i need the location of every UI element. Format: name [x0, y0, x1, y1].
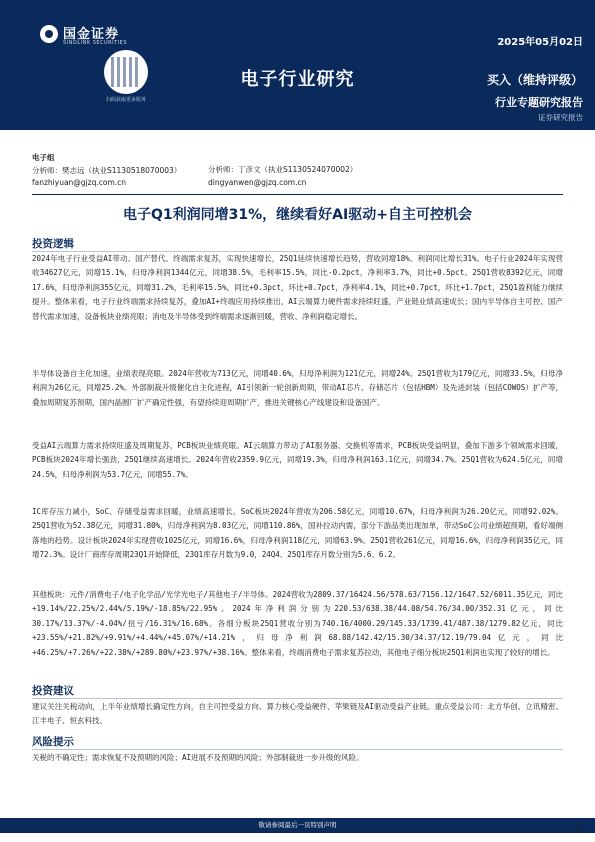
paragraph-overview: 2024年电子行业受益AI带动、国产替代、终端需求复苏，实现快速增长，25Q1延续快速增长趋势，营收同增18%、利润同比增长31%。电子行业2024年实现营收34627亿元，同增15.1%，归母净利润1344亿元，同增38.5%，毛利率15.5%，同比-0.2pct，净利率3.7%，同比+0.5pct。25Q1营收8392亿元，同增17.6%，归母净利润355亿元，同增31.2%，毛利率15.5%，同比+0.3pct，环比+0.7pct，净利率4.1%，同比+0.7pct，环比+1.7pct，25Q1盈利能力继续提升。整体来看，电子行业终端需求持续复苏，叠加AI+终端应用持续推出，AI云端算力硬件需求持续旺盛，产业链业绩高速成长；国内半导体自主可控、国产替代需求加速，设备板块业绩亮眼；消电及半导体受到终端需求逐渐回暖，营收、净利润稳定增长。 — [32, 254, 563, 321]
section-title-advice: 投资建议 — [32, 685, 74, 697]
divider — [32, 194, 563, 195]
report-date: 2025年05月02日 — [497, 37, 583, 48]
paragraph-pcb: 受益AI云端算力需求持续旺盛及周期复苏，PCB板块业绩亮眼。AI云端算力带动了AI服务器、交换机等需求，PCB板块受益明显，叠加下游多个领域需求回暖，PCB板块2024年增长强劲，25Q1继续高速增长。2024年营收2359.9亿元，同增19.3%，归母净利润163.1亿元，同增34.7%。25Q1营收为624.5亿元，同增24.5%，归母净利润为53.7亿元，同增55.7%。 — [32, 441, 563, 479]
analyst-1-email[interactable]: fanzhiyuan@gjzq.com.cn — [32, 178, 127, 187]
page-number: 1 — [575, 823, 581, 833]
paragraph-risk: 关税的不确定性；需求恢复不及预期的风险；AI进展不及预期的风险；外部制裁进一步升级的风险。 — [32, 753, 364, 762]
analyst-2-email[interactable]: dingyanwen@gjzq.com.cn — [208, 177, 307, 187]
footer-bar — [0, 818, 595, 833]
report-headline: 电子Q1利润同增31%，继续看好AI驱动+自主可控机会 — [123, 207, 472, 223]
logo-english: SINOLINK SECURITIES — [63, 40, 127, 46]
report-subtype: 证券研究报告 — [538, 113, 583, 122]
paragraph-advice: 建议关注关税动向，上半年业绩增长确定性方向，自主可控受益方向、算力核心受益硬件、苹果链及AI驱动受益产业链。重点受益公司：北方华创、立讯精密、江丰电子、恒玄科技、 — [32, 702, 563, 726]
analyst-2-info — [208, 164, 357, 189]
report-type: 行业专题研究报告 — [495, 96, 583, 109]
report-header — [0, 0, 595, 130]
paragraph-ic: IC库存压力减小，SoC、存储受益需求回暖，业绩高速增长。SoC板块2024年营收为206.58亿元，同增10.67%，归母净利润为26.20亿元，同增92.02%。25Q1营收为52.38亿元，同增31.80%，归母净利润为8.03亿元，同增110.86%，国补拉动内需，部分下游品类出现加单，带动SoC公司业绩超预期，看好端侧落地的趋势。设计板块2024年实现营收1025亿元，同增16.6%，归母净利润118亿元，同增63.9%。25Q1营收261亿元，同增16.6%，归母净利润35亿元，同增72.3%。设计厂商库存周期23Q1开始降低，23Q1库存月数为9.0，24Q4、25Q1库存月数分别为5.6、6.2。 — [32, 507, 563, 560]
section-title-risk: 风险提示 — [32, 736, 74, 748]
analyst-2: 分析师：丁彦文（执业S1130524070002） — [208, 165, 358, 174]
footer-disclaimer[interactable]: 敬请参阅最后一页特别声明 — [258, 821, 337, 829]
analyst-info — [32, 152, 181, 190]
section-divider — [32, 749, 563, 750]
rating-badge: 买入（维持评级） — [486, 73, 583, 87]
qr-caption: 扫码获取更多服务 — [105, 97, 146, 103]
analyst-group: 电子组 — [32, 153, 55, 162]
page-title: 电子行业研究 — [240, 69, 355, 90]
analyst-1: 分析师：樊志远（执业S1130518070003） — [32, 165, 182, 175]
paragraph-other: 其他板块：元件/消费电子/电子化学品/光学光电子/其他电子/半导体。2024营收为2809.37/16424.56/578.63/7156.12/1647.52/6011.35亿元，同比+19.14%/22.25%/2.44%/5.19%/-18.85%/22.95%。2024年净利润分别为220.53/638.38/44.08/54.76/34.00/352.31亿元，同比30.17%/13.37%/-4.04%/扭亏/16.31%/16.68%。各细分板块25Q1营收分别为740.16/4000.29/145.33/1739.41/487.38/1279.82亿元，同比+23.55%/+21.82%/+9.91%/+4.44%/+45.07%/+14.21%，归母净利润68.88/142.42/15.30/34.37/12.19/79.04亿元，同比+46.25%/+7.26%/+22.38%/+289.80%/+23.97%/+38.16%。整体来看，终端消费电子需求复苏拉动，其他电子细分板块25Q1利润也实现了较好的增长。 — [32, 590, 563, 657]
logo-name: 国金证券 — [63, 27, 120, 42]
paragraph-semi-equipment: 半导体设备自主化加速，业绩表现亮眼。2024年营收为713亿元，同增40.6%，归母净利润为121亿元，同增24%。25Q1营收为179亿元，同增33.5%，归母净利润为26亿元，同增25.2%。外部制裁升级催化自主化进程，AI引领新一轮创新周期，带动AI芯片、存储芯片（包括HBM）及先进封装（包括COWOS）扩产等，叠加周期复苏预期，国内晶圆厂扩产确定性强，有望持续迎周期扩产，推进关键核心产线建设和设备国产。 — [32, 369, 563, 407]
section-divider — [32, 698, 563, 699]
logo-icon — [40, 25, 58, 43]
section-title-logic: 投资逻辑 — [32, 238, 74, 250]
